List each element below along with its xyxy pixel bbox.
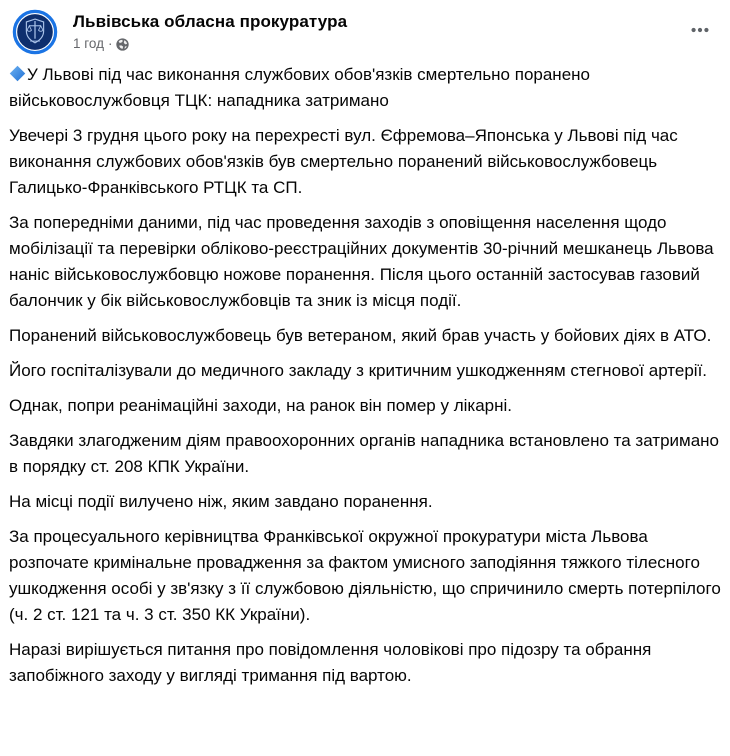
post-paragraph: Його госпіталізували до медичного закладу з критичним ушкодженням стегнової артерії.	[9, 361, 708, 380]
post-paragraph: Наразі вирішується питання про повідомлення чоловікові про підозру та обрання запобіжного заходу у вигляді тримання під вартою.	[9, 640, 652, 685]
globe-icon	[116, 38, 129, 51]
meta-separator: ·	[107, 36, 113, 51]
page-name-link[interactable]: Львівська обласна прокуратура	[73, 12, 348, 31]
ellipsis-icon	[689, 19, 711, 41]
headline-text: У Львові під час виконання службових обов'язків смертельно поранено військовослужбовця ТЦК: нападника затримано	[9, 65, 590, 110]
post-paragraph: Завдяки злагодженим діям правоохоронних органів нападника встановлено та затримано в порядку ст. 208 КПК України.	[9, 431, 720, 476]
header-info	[73, 9, 347, 52]
more-options-button[interactable]	[684, 14, 716, 46]
post-paragraph-headline	[9, 62, 721, 114]
timestamp-link[interactable]: 1 год	[73, 36, 104, 51]
post-paragraph: Увечері 3 грудня цього року на перехресті вул. Єфремова–Японська у Львові під час виконання службових обов'язків був смертельно поранений військовослужбовець Галицько-Франківського РТЦК та СП.	[9, 126, 678, 197]
post-paragraph: На місці події вилучено ніж, яким завдано поранення.	[9, 492, 433, 511]
post-header	[0, 0, 730, 57]
page-avatar[interactable]	[12, 9, 58, 55]
post-body	[0, 57, 730, 695]
post-paragraph: Поранений військовослужбовець був ветераном, який брав участь у бойових діях в АТО.	[9, 326, 712, 345]
post-paragraph: За процесуального керівництва Франківської окружної прокуратури міста Львова розпочате кримінальне провадження за фактом умисного заподіяння тяжкого тілесного ушкодження особі у зв'язку з її службовою діяльністю, що спричинило смерть потерпілого (ч. 2 ст. 121 та ч. 3 ст. 350 КК України).	[9, 527, 721, 624]
post-paragraph: За попередніми даними, під час проведення заходів з оповіщення населення щодо мобілізації та перевірки обліково-реєстраційних документів 30-річний мешканець Львова наніс військовослужбовцю ножове поранення. Після цього останній застосував газовий балончик у бік військовослужбовців та зник із місця події.	[9, 213, 714, 310]
post-paragraph: Однак, попри реанімаційні заходи, на ранок він помер у лікарні.	[9, 396, 513, 415]
blue-diamond-icon	[9, 65, 26, 82]
prosecutor-office-shield-icon	[12, 9, 58, 55]
post-meta	[73, 36, 347, 52]
